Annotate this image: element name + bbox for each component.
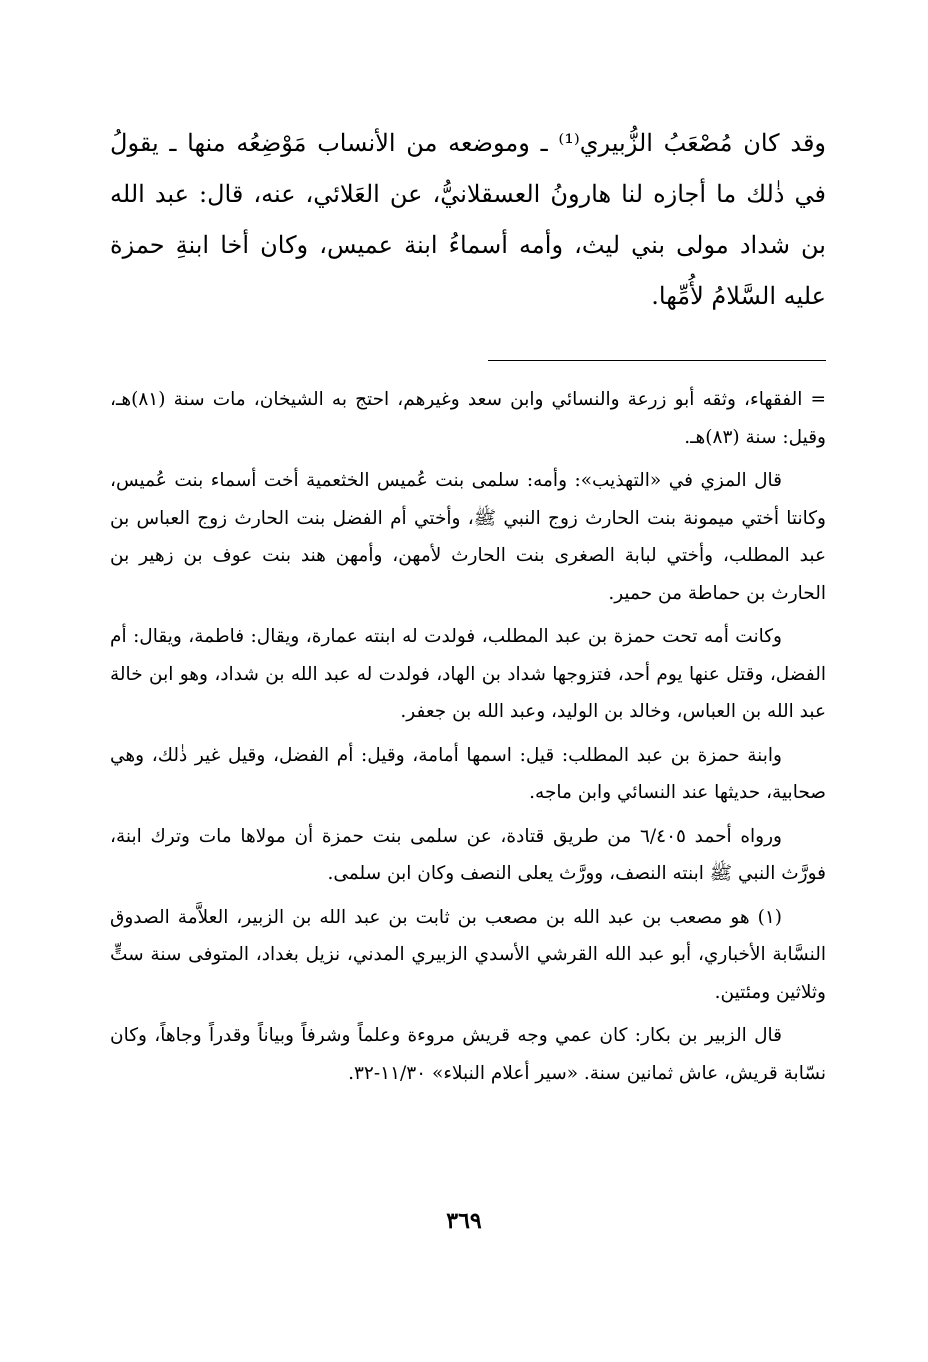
page-number: ٣٦٩ — [446, 1208, 482, 1234]
footnote-paragraph: ورواه أحمد ٦/٤٠٥ من طريق قتادة، عن سلمى بنت حمزة أن مولاها مات وترك ابنة، فورَّث النبي ﷺ ابنته النصف، وورَّث يعلى النصف وكان ابن سلمى. — [110, 825, 826, 884]
main-paragraph: وقد كان مُصْعَبُ الزُّبيري⁽¹⁾ ـ وموضعه من الأنساب مَوْضِعُه منها ـ يقولُ في ذٰلك ما أجازه لنا هارونُ العسقلانيُّ، عن العَلائي، عنه، قال: عبد الله بن شداد مولى بني ليث، وأمه أسماءُ ابنة عميس، وكان أخا ابنةِ حمزة عليه السَّلامُ لأُمِّها. — [110, 129, 827, 310]
page-content — [110, 118, 826, 1098]
footnote-separator — [488, 360, 826, 361]
footnote-continuation: = الفقهاء، وثقه أبو زرعة والنسائي وابن سعد وغيرهم، احتج به الشيخان، مات سنة (٨١)هـ، وقيل: سنة (٨٣)هـ. — [110, 389, 826, 448]
footnote-1: (١) هو مصعب بن عبد الله بن مصعب بن ثابت بن عبد الله بن الزبير، العلاَّمة الصدوق النسَّابة الأخباري، أبو عبد الله القرشي الأسدي الزبيري المدني، نزيل بغداد، المتوفى سنة ستٍّ وثلاثين ومئتين. — [110, 906, 826, 1003]
footnote-paragraph: قال المزي في «التهذيب»: وأمه: سلمى بنت عُميس الخثعمية أخت أسماء بنت عُميس، وكانتا أختي ميمونة بنت الحارث زوج النبي ﷺ، وأختي أم الفضل بنت الحارث زوج العباس بن عبد المطلب، وأختي لبابة الصغرى بنت الحارث لأمهن، وأمهن هند بنت عوف بن زهير بن الحارث بن حماطة من حمير. — [110, 470, 826, 604]
footnote-paragraph: وابنة حمزة بن عبد المطلب: قيل: اسمها أمامة، وقيل: أم الفضل، وقيل غير ذٰلك، وهي صحابية، حديثها عند النسائي وابن ماجه. — [110, 744, 826, 803]
footnote-paragraph: وكانت أمه تحت حمزة بن عبد المطلب، فولدت له ابنته عمارة، ويقال: فاطمة، ويقال: أم الفضل، وقتل عنها يوم أحد، فتزوجها شداد بن الهاد، فولدت له عبد الله بن شداد، وهو ابن خالة عبد الله بن العباس، وخالد بن الوليد، وعبد الله بن جعفر. — [110, 626, 826, 722]
footnotes — [110, 381, 826, 1092]
main-text — [110, 118, 826, 322]
footnote-paragraph: قال الزبير بن بكار: كان عمي وجه قريش مروءة وعلماً وشرفاً وبياناً وقدراً وجاهاً، وكان نسّابة قريش، عاش ثمانين سنة. «سير أعلام النبلاء» ١١/٣٠-٣٢. — [110, 1025, 826, 1084]
